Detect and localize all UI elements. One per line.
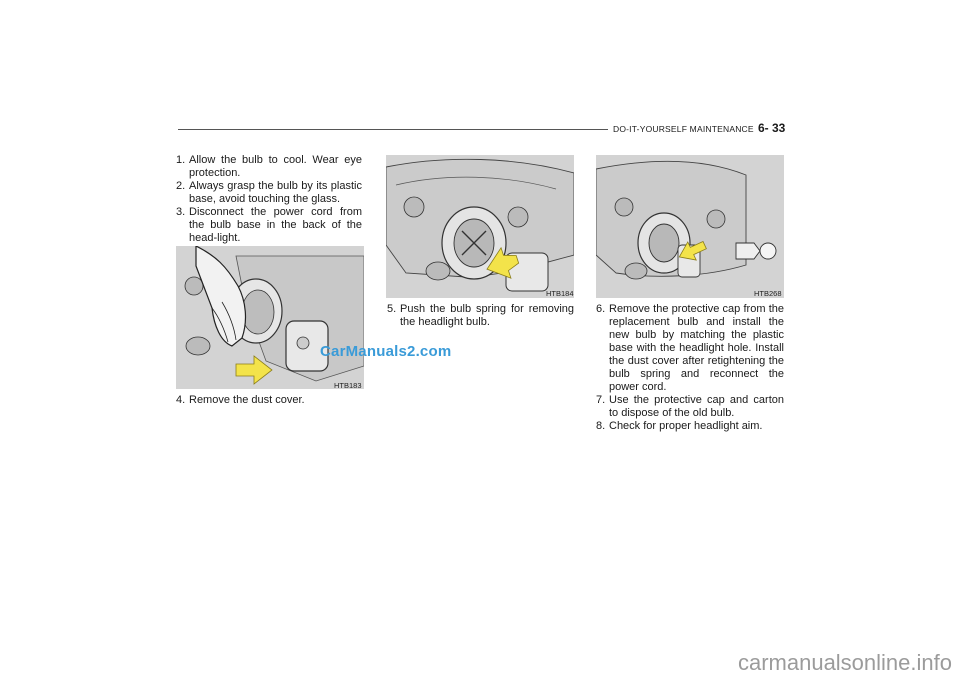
illustration-new-bulb (596, 155, 784, 298)
step-text: Allow the bulb to cool. Wear eye protection. (189, 154, 362, 179)
steps-list-3 (596, 303, 784, 433)
step-number: 4. (176, 394, 186, 406)
step-item (387, 303, 574, 329)
step-text: Check for proper headlight aim. (609, 420, 763, 432)
step-text: Always grasp the bulb by its plastic base, avoid touching the glass. (189, 180, 362, 205)
step-text: Use the protective cap and carton to dispose of the old bulb. (609, 394, 784, 419)
figure-dust-cover (176, 246, 364, 389)
step-text: Remove the protective cap from the replacement bulb and install the new bulb by matching the plastic base with the headlight hole. Install the dust cover after retightening the bulb spring and reconnect the power cord. (609, 303, 784, 393)
step-number: 8. (596, 420, 606, 432)
step-item (176, 394, 362, 407)
figure-replacement-bulb (596, 155, 784, 298)
step-item (596, 394, 784, 420)
watermark-link[interactable]: CarManuals2.com (320, 343, 452, 360)
illustration-headlight-back (386, 155, 574, 298)
step-item (176, 180, 362, 206)
step-item (176, 154, 362, 180)
figure-code: HTB184 (546, 289, 574, 298)
illustration-hand-dust-cover (176, 246, 364, 389)
step-number: 6. (596, 303, 606, 315)
steps-list-2 (387, 303, 574, 329)
figure-code: HTB183 (334, 381, 362, 390)
steps-list-1 (176, 154, 362, 245)
step-text: Push the bulb spring for removing the headlight bulb. (400, 303, 574, 328)
page-number: 6- 33 (758, 121, 786, 135)
step-item (596, 420, 784, 433)
step-number: 5. (387, 303, 397, 315)
figure-code: HTB268 (754, 289, 782, 298)
step-number: 7. (596, 394, 606, 406)
step-number: 3. (176, 206, 186, 218)
step-number: 2. (176, 180, 186, 192)
header-rule (178, 129, 608, 130)
step-text: Remove the dust cover. (189, 394, 305, 406)
step-number: 1. (176, 154, 186, 166)
step-text: Disconnect the power cord from the bulb base in the back of the head-light. (189, 206, 362, 244)
steps-list-1b (176, 394, 362, 407)
figure-bulb-spring (386, 155, 574, 298)
section-title: DO-IT-YOURSELF MAINTENANCE (613, 124, 754, 134)
step-item (176, 206, 362, 245)
footer-watermark: carmanualsonline.info (737, 650, 952, 675)
step-item (596, 303, 784, 394)
